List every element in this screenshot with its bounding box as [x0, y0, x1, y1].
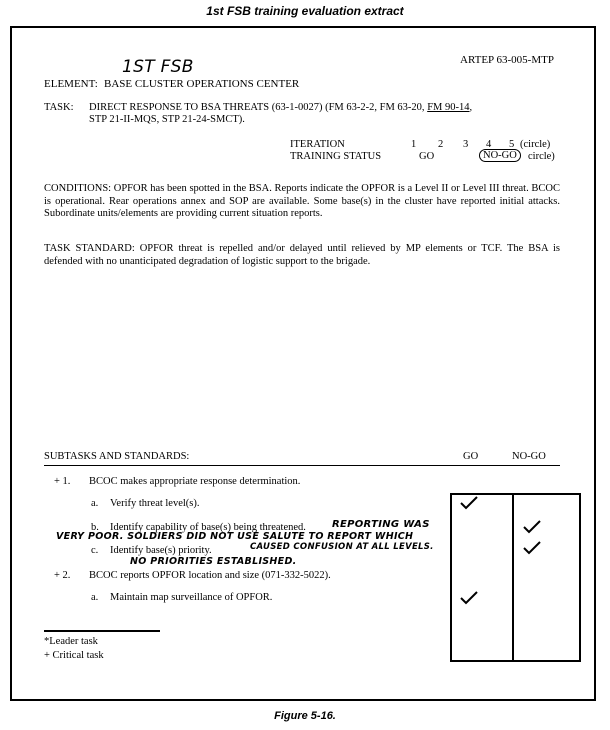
subtask-1c-text: Identify base(s) priority.: [110, 545, 212, 556]
subtask-1-text: BCOC makes appropriate response determination.: [89, 476, 301, 487]
subtasks-heading: SUBTASKS AND STANDARDS:: [44, 451, 190, 462]
handwritten-note-caused: CAUSED CONFUSION AT ALL LEVELS.: [250, 542, 434, 552]
handwritten-note-no-priorities: NO PRIORITIES ESTABLISHED.: [130, 556, 297, 567]
status-circle-note: circle): [528, 151, 555, 162]
element-value: BASE CLUSTER OPERATIONS CENTER: [104, 78, 300, 90]
subtask-2-num: + 2.: [54, 570, 71, 581]
task-line-2: STP 21-II-MQS, STP 21-24-SMCT).: [89, 114, 245, 125]
iteration-1: 1: [411, 139, 417, 150]
heading-rule: [44, 465, 560, 466]
status-go: GO: [419, 151, 435, 162]
fm-90-14-ref: FM 90-14: [427, 102, 470, 113]
subtask-1c-num: c.: [91, 545, 99, 556]
subtask-1a-num: a.: [91, 498, 99, 509]
footnote-critical: + Critical task: [44, 650, 104, 661]
subtask-1-num: + 1.: [54, 476, 71, 487]
artep-number: ARTEP 63-005-MTP: [460, 54, 554, 66]
handwritten-note-reporting: REPORTING WAS: [332, 519, 430, 530]
figure-caption: Figure 5-16.: [274, 710, 336, 722]
go-column-box: [450, 493, 514, 662]
evaluation-form: [10, 26, 596, 701]
iteration-4: 4: [486, 139, 492, 150]
nogo-column-header: NO-GO: [512, 451, 546, 462]
element-label: ELEMENT:: [44, 78, 98, 90]
training-status-label: TRAINING STATUS: [290, 151, 382, 162]
checkmark-icon: [460, 496, 478, 510]
go-column-header: GO: [463, 451, 479, 462]
status-nogo: NO-GO: [479, 149, 521, 162]
top-caption: 1st FSB training evaluation extract: [206, 4, 404, 18]
subtask-1b-text: Identify capability of base(s) being threatened.: [110, 522, 306, 533]
conditions-paragraph: CONDITIONS: OPFOR has been spotted in the BSA. Reports indicate the OPFOR is a Level II or Level III threat. BCOC is operational. Rear operations annex and SOP are available. Some base(s) in the cluster have reported initial attacks. Subordinate units/elements are providing current situation reports.: [44, 183, 560, 219]
iteration-label: ITERATION: [290, 139, 345, 150]
handwritten-note-very-poor: VERY POOR. SOLDIERS DID NOT USE SALUTE TO REPORT WHICH: [56, 531, 414, 542]
checkmark-icon: [460, 591, 478, 605]
circle-note: (circle): [520, 139, 551, 150]
subtask-1a-text: Verify threat level(s).: [110, 498, 200, 509]
nogo-column-box: [512, 493, 581, 662]
task-standard-paragraph: TASK STANDARD: OPFOR threat is repelled and/or delayed until relieved by MP elements or TCF. The BSA is defended with no unanticipated degradation of logistic support to the brigade.: [44, 243, 560, 267]
task-line-1: DIRECT RESPONSE TO BSA THREATS (63-1-0027) (FM 63-2-2, FM 63-20, FM 90-14,: [89, 102, 473, 113]
subtask-2-text: BCOC reports OPFOR location and size (071-332-5022).: [89, 570, 331, 581]
handwritten-unit: 1ST FSB: [122, 57, 194, 77]
footnote-rule: [44, 630, 160, 632]
subtask-2a-num: a.: [91, 592, 99, 603]
iteration-2: 2: [438, 139, 444, 150]
iteration-5: 5: [509, 139, 515, 150]
iteration-3: 3: [463, 139, 469, 150]
subtask-2a-text: Maintain map surveillance of OPFOR.: [110, 592, 273, 603]
footnote-leader: *Leader task: [44, 636, 98, 647]
task-label: TASK:: [44, 102, 74, 113]
checkmark-icon: [523, 541, 541, 555]
subtask-1b-num: b.: [91, 522, 99, 533]
checkmark-icon: [523, 520, 541, 534]
